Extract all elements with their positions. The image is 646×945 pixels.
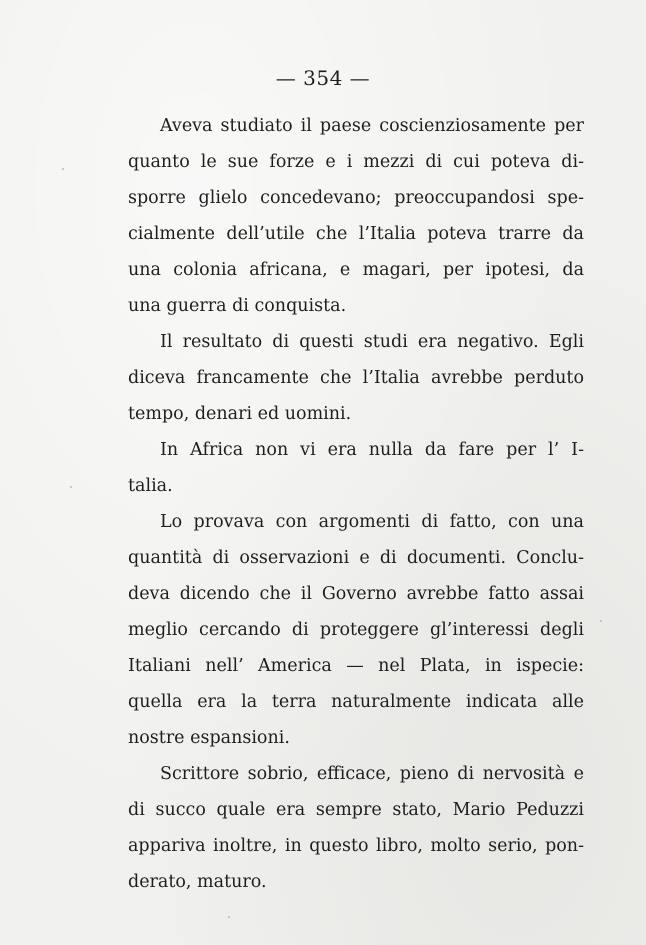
scan-speck [228,916,230,918]
text-line: appariva inoltre, in questo libro, molto serio, pon- [128,836,584,856]
text-line: Lo provava con argomenti di fatto, con una [160,512,584,532]
body-text [128,108,584,900]
text-line: Italiani nell’ America — nel Plata, in ispecie: [128,656,584,676]
text-line: quanto le sue forze e i mezzi di cui poteva di- [128,152,584,172]
paragraph [128,504,584,756]
text-line: meglio cercando di proteggere gl’interessi degli [128,620,584,640]
text-line: diceva francamente che l’Italia avrebbe perduto [128,368,584,388]
text-line: di succo quale era sempre stato, Mario Peduzzi [128,800,584,820]
scan-speck [600,620,602,622]
text-line: Il resultato di questi studi era negativo. Egli [160,332,584,352]
scan-speck [62,168,64,170]
paragraph [128,324,584,432]
text-line: quella era la terra naturalmente indicata alle [128,692,584,712]
text-line: una colonia africana, e magari, per ipotesi, da [128,260,584,280]
text-line: tempo, denari ed uomini. [128,404,352,424]
text-line: Scrittore sobrio, efficace, pieno di nervosità e [160,764,584,784]
page-number: — 354 — [275,66,371,90]
text-line: deva dicendo che il Governo avrebbe fatto assai [128,584,584,604]
paragraph [128,432,584,504]
scan-speck [70,486,72,488]
text-line: nostre espansioni. [128,728,290,748]
text-line: derato, maturo. [128,872,267,892]
text-line: quantità di osservazioni e di documenti. Conclu- [128,548,584,568]
text-line: sporre glielo concedevano; preoccupandosi spe- [128,188,584,208]
text-line: una guerra di conquista. [128,296,347,316]
paragraph [128,108,584,324]
text-line: In Africa non vi era nulla da fare per l’ I- [160,440,584,460]
text-line: talia. [128,476,173,496]
paragraph [128,756,584,900]
text-line: cialmente dell’utile che l’Italia poteva trarre da [128,224,584,244]
text-line: Aveva studiato il paese coscienziosamente per [160,116,584,136]
